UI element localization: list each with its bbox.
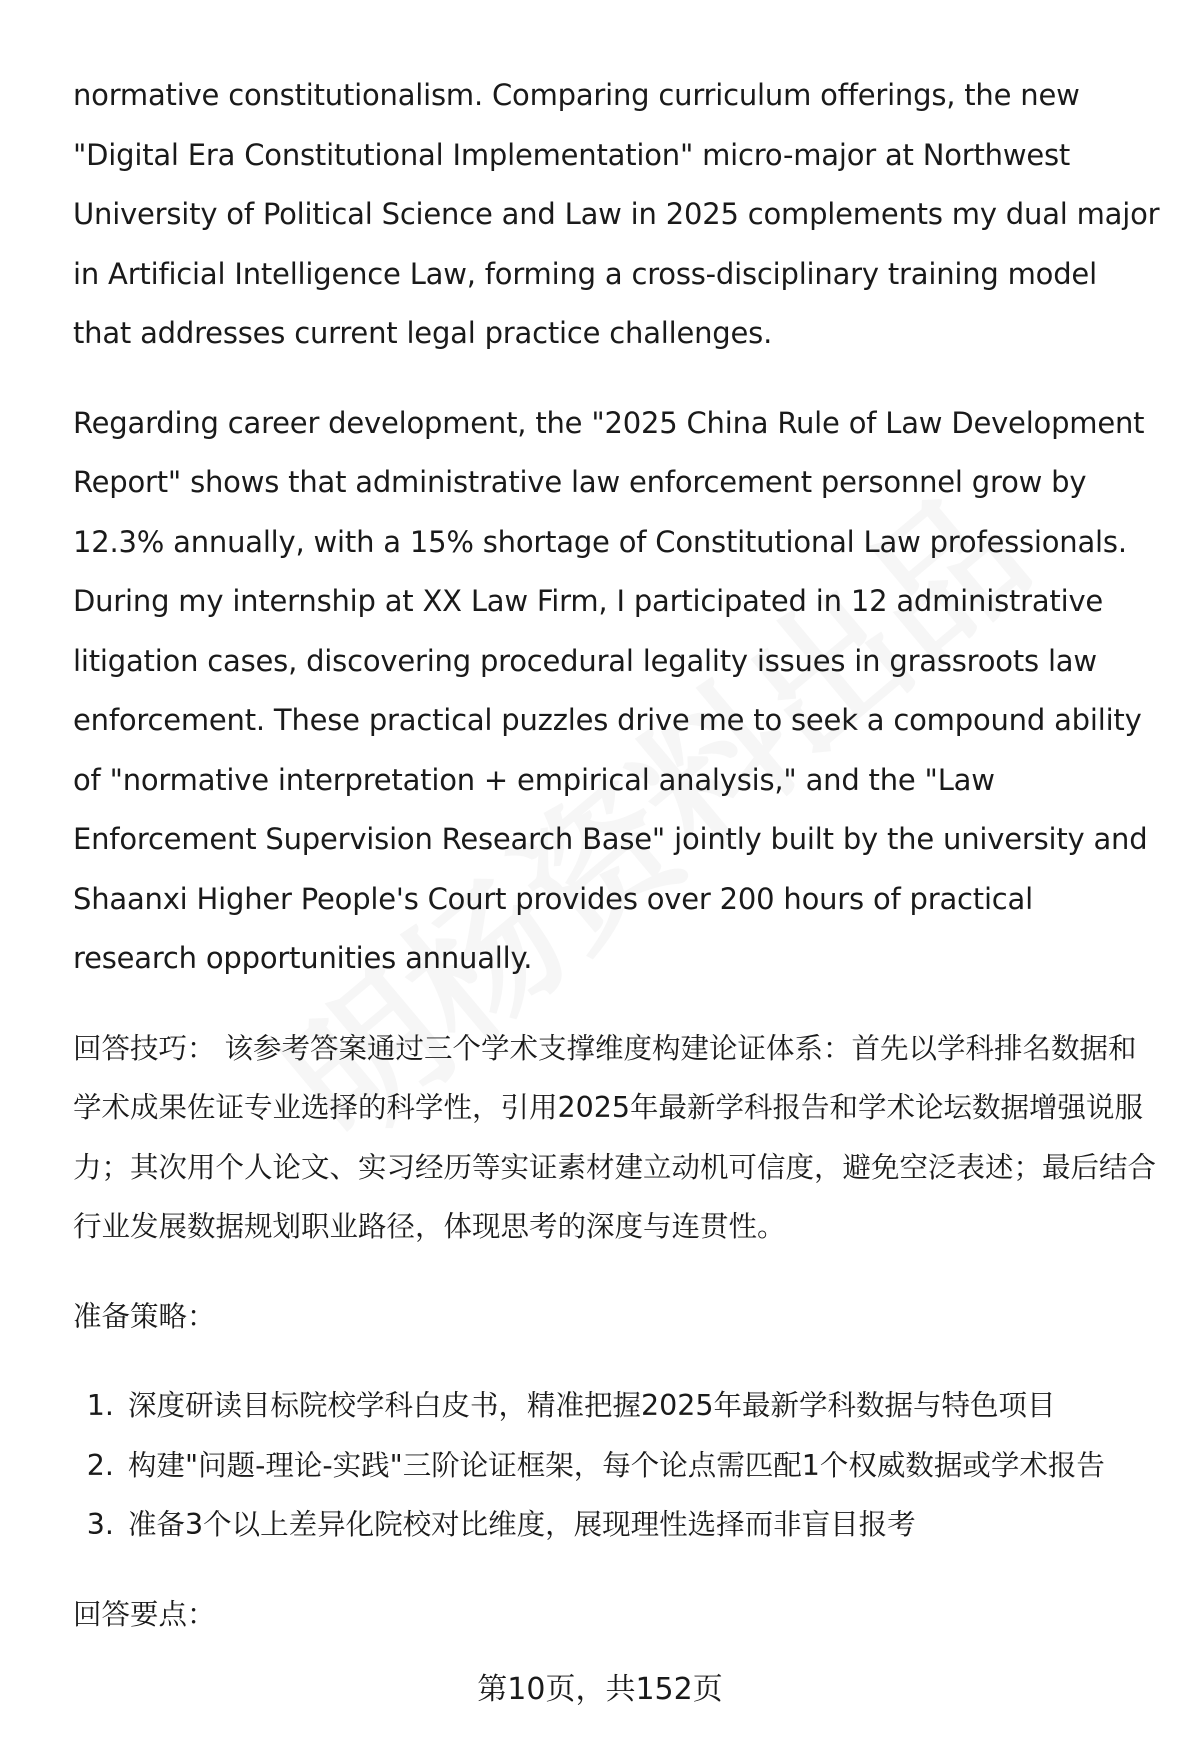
list-item-text: 构建"问题-理论-实践"三阶论证框架，每个论点需匹配1个权威数据或学术报告: [128, 1448, 1105, 1482]
prep-strategy-list: [73, 1376, 1163, 1555]
prep-strategy-heading: 准备策略：: [73, 1299, 216, 1333]
list-item-number: 2.: [86, 1448, 114, 1482]
list-item-number: 3.: [86, 1508, 114, 1541]
list-item: [73, 1436, 1163, 1496]
list-item: [73, 1376, 1163, 1436]
list-item: [73, 1495, 1163, 1555]
list-item-text: 深度研读目标院校学科白皮书，精准把握2025年最新学科数据与特色项目: [128, 1389, 1056, 1422]
answer-tips: 回答技巧： 该参考答案通过三个学术支撑维度构建论证体系：首先以学科排名数据和学术成果佐证专业选择的科学性，引用2025年最新学科报告和学术论坛数据增强说服力；其次用个人论文、实习经历等实证素材建立动机可信度，避免空泛表述；最后结合行业发展数据规划职业路径，体现思考的深度与连贯性。: [73, 1031, 1157, 1243]
paragraph-curriculum: normative constitutionalism. Comparing curriculum offerings, the new "Digital Era Constitutional Implementation" micro-major at Northwest University of Political Science and Law in 2025 complements my dual major in Artificial Intelligence Law, forming a cross-disciplinary training model that addresses current legal practice challenges.: [73, 78, 1160, 350]
key-points-heading: 回答要点：: [73, 1597, 216, 1631]
list-item-number: 1.: [86, 1389, 114, 1422]
page-number: 第10页，共152页: [477, 1672, 723, 1707]
document-page: [73, 66, 1163, 1674]
list-item-text: 准备3个以上差异化院校对比维度，展现理性选择而非盲目报考: [128, 1508, 916, 1541]
paragraph-career: Regarding career development, the "2025 China Rule of Law Development Report" shows that administrative law enforcement personnel grow by 12.3% annually, with a 15% shortage of Constitutional Law professionals. During my internship at XX Law Firm, I participated in 12 administrative litigation cases, discovering procedural legality issues in grassroots law enforcement. These practical puzzles drive me to seek a compound ability of "normative interpretation + empirical analysis," and the "Law Enforcement Supervision Research Base" jointly built by the university and Shaanxi Higher People's Court provides over 200 hours of practical research opportunities annually.: [73, 405, 1148, 975]
